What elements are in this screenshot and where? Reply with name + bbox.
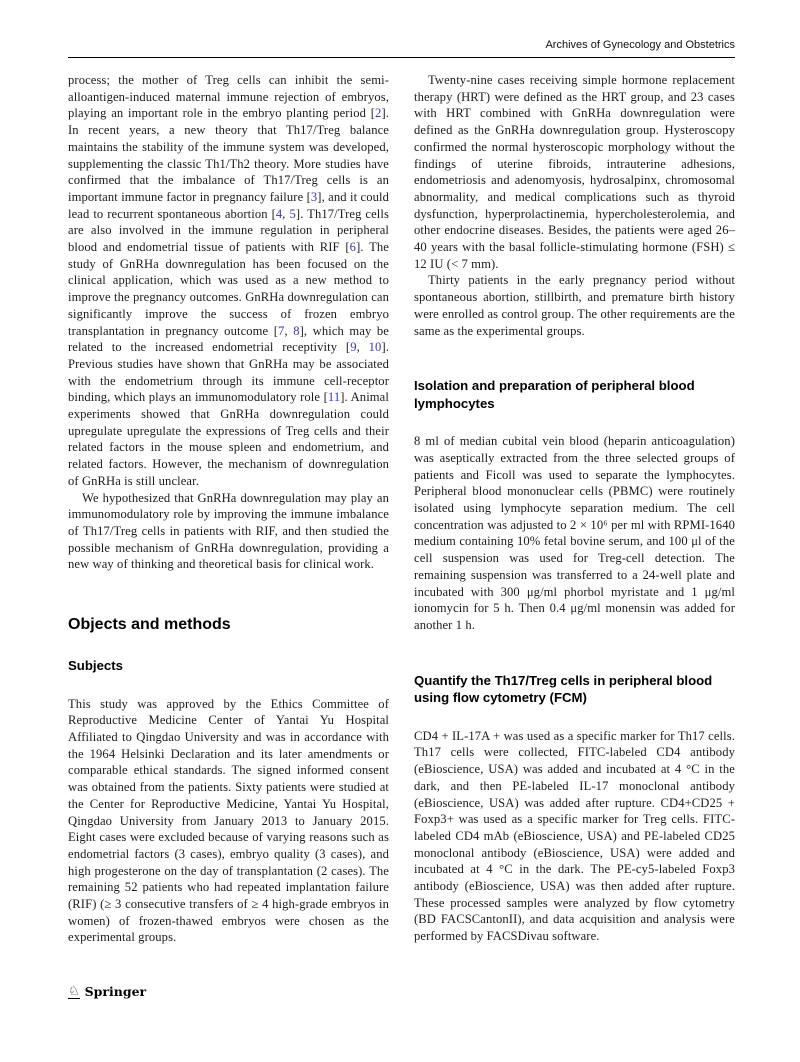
- subsection-heading: Quantify the Th17/Treg cells in peripheral blood using flow cytometry (FCM): [414, 672, 713, 706]
- article-body: [68, 72, 735, 946]
- citation-link[interactable]: 2: [375, 106, 382, 121]
- column-left: [68, 72, 389, 946]
- paragraph: We hypothesized that GnRHa downregulation may play an immunomodulatory role by improving the immune imbalance of Th17/Treg cells in patients with RIF, and then studied the possible mechanism of GnRHa downregulation, providing a new way of thinking and theoretical basis for clinical work.: [68, 490, 389, 572]
- header-rule: [68, 57, 735, 58]
- page-footer: [68, 984, 146, 999]
- journal-title: Archives of Gynecology and Obstetrics: [545, 39, 735, 51]
- column-right: [414, 72, 735, 946]
- section-heading: Objects and methods: [68, 616, 231, 634]
- page-header: [68, 38, 735, 66]
- citation-link[interactable]: 7: [278, 323, 285, 338]
- paragraph: CD4 + IL-17A + was used as a specific marker for Th17 cells. Th17 cells were collected, FITC-labeled CD4 antibody (eBioscience, USA) was added and incubated at 4 °C in the dark, and then PE-labeled IL-17 monoclonal antibody (eBioscience, USA) was added after rupture. CD4+CD25 + Foxp3+ was used as a specific marker for Treg cells. FITC-labeled CD4 mAb (eBioscience, USA) and PE-labeled CD25 monoclonal antibody (eBioscience, USA) were added and incubated at 4 °C in the dark. The PE-cy5-labeled Foxp3 antibody (eBioscience, USA) was then added after rupture. These processed samples were analyzed by flow cytometry (BD FACSCantonII), and data acquisition and analysis were performed by FACSDivau software.: [414, 728, 735, 944]
- citation-link[interactable]: 11: [327, 390, 341, 405]
- paragraph: Twenty-nine cases receiving simple hormone replacement therapy (HRT) were defined as the HRT group, and 23 cases with HRT combined with GnRHa downregulation were defined as the GnRHa downregulation group. Hysteroscopy confirmed the normal hysteroscopic morphology without the findings of uterine fibroids, intrauterine adhesions, endometriosis and adenomyosis, hydrosalpinx, chromosomal abnormality, and medical complications such as thyroid dysfunction, hyperprolactinemia, hypercholesterolemia, and other endocrine diseases. Besides, the patients were aged 26–40 years with the basal follicle-stimulating hormone (FSH) ≤ 12 IU (< 7 mm).: [414, 73, 735, 271]
- citation-link[interactable]: 6: [349, 240, 357, 255]
- subsection-heading: Subjects: [68, 658, 123, 674]
- citation-link[interactable]: 3: [310, 189, 318, 204]
- paragraph: process; the mother of Treg cells can inhibit the semi-alloantigen-induced maternal immune rejection of embryos, playing an important role in the embryo planting period [2]. In recent years, a new theory that Th17/Treg balance maintains the stability of the immune system was developed, supplementing the classic Th1/Th2 theory. More studies have confirmed that the imbalance of Th17/Treg cells is an important immune factor in pregnancy failure [3], and it could lead to recurrent spontaneous abortion [4, 5]. Th17/Treg cells are also involved in the immune regulation in peripheral blood and endometrial tissue of patients with RIF [6]. The study of GnRHa downregulation has been focused on the clinical application, which was used as a new method to improve the pregnancy outcomes. GnRHa downregulation can significantly improve the success of frozen embryo transplantation in pregnancy outcome [7, 8], which may be related to the increased endometrial receptivity [9, 10]. Previous studies have shown that GnRHa may be associated with the endometrium through its immune cell-receptor binding, which plays an immunomodulatory role [11]. Animal experiments showed that GnRHa downregulation could upregulate upregulate the expressions of Treg cells and their related factors in the mouse spleen and endometrium, and related factors. However, the mechanism of downregulation of GnRHa is still unclear.: [68, 73, 390, 488]
- citation-link[interactable]: 5: [289, 206, 296, 221]
- publisher-logo-text: Springer: [84, 984, 147, 999]
- springer-horse-icon: ♘: [68, 983, 80, 998]
- paragraph: This study was approved by the Ethics Committee of Reproductive Medicine Center of Yantai Yu Hospital Affiliated to Qingdao University and was in accordance with the 1964 Helsinki Declaration and its later amendments or comparable ethical standards. The signed informed consent was obtained from the patients. Sixty patients were studied at the Center for Reproductive Medicine, Yantai Yu Hospital, Qingdao University from January 2013 to January 2015. Eight cases were excluded because of varying reasons such as endometrial factors (3 cases), embryo quality (3 cases), and high progesterone on the day of transplantation (2 cases). The remaining 52 patients who had repeated implantation failure (RIF) (≥ 3 consecutive transfers of ≥ 4 high-grade embryos in women) of frozen-thawed embryos were chosen as the experimental groups.: [68, 696, 389, 945]
- citation-link[interactable]: 8: [293, 323, 300, 338]
- paragraph: Thirty patients in the early pregnancy period without spontaneous abortion, stillbirth, and premature birth history were enrolled as control group. The other requirements are the same as the experimental groups.: [414, 273, 735, 338]
- citation-link[interactable]: 10: [368, 340, 382, 355]
- citation-link[interactable]: 4: [275, 206, 283, 221]
- paragraph: 8 ml of median cubital vein blood (heparin anticoagulation) was aseptically extracted from the three selected groups of patients and Ficoll was used to separate the lymphocytes. Peripheral blood mononuclear cells (PBMC) were routinely isolated using lymphocyte separation medium. The cell concentration was adjusted to 2 × 10⁶ per ml with RPMI-1640 medium containing 10% fetal bovine serum, and 100 μl of the cell suspension was used for Treg-cell detection. The remaining suspension was transferred to a 24-well plate and incubated with 300 μg/ml phorbol myristate and 1 μg/ml ionomycin for 5 h. Then 0.4 μg/ml monensin was added for another 1 h.: [414, 434, 735, 632]
- subsection-heading: Isolation and preparation of peripheral blood lymphocytes: [414, 378, 695, 411]
- citation-link[interactable]: 9: [350, 340, 357, 355]
